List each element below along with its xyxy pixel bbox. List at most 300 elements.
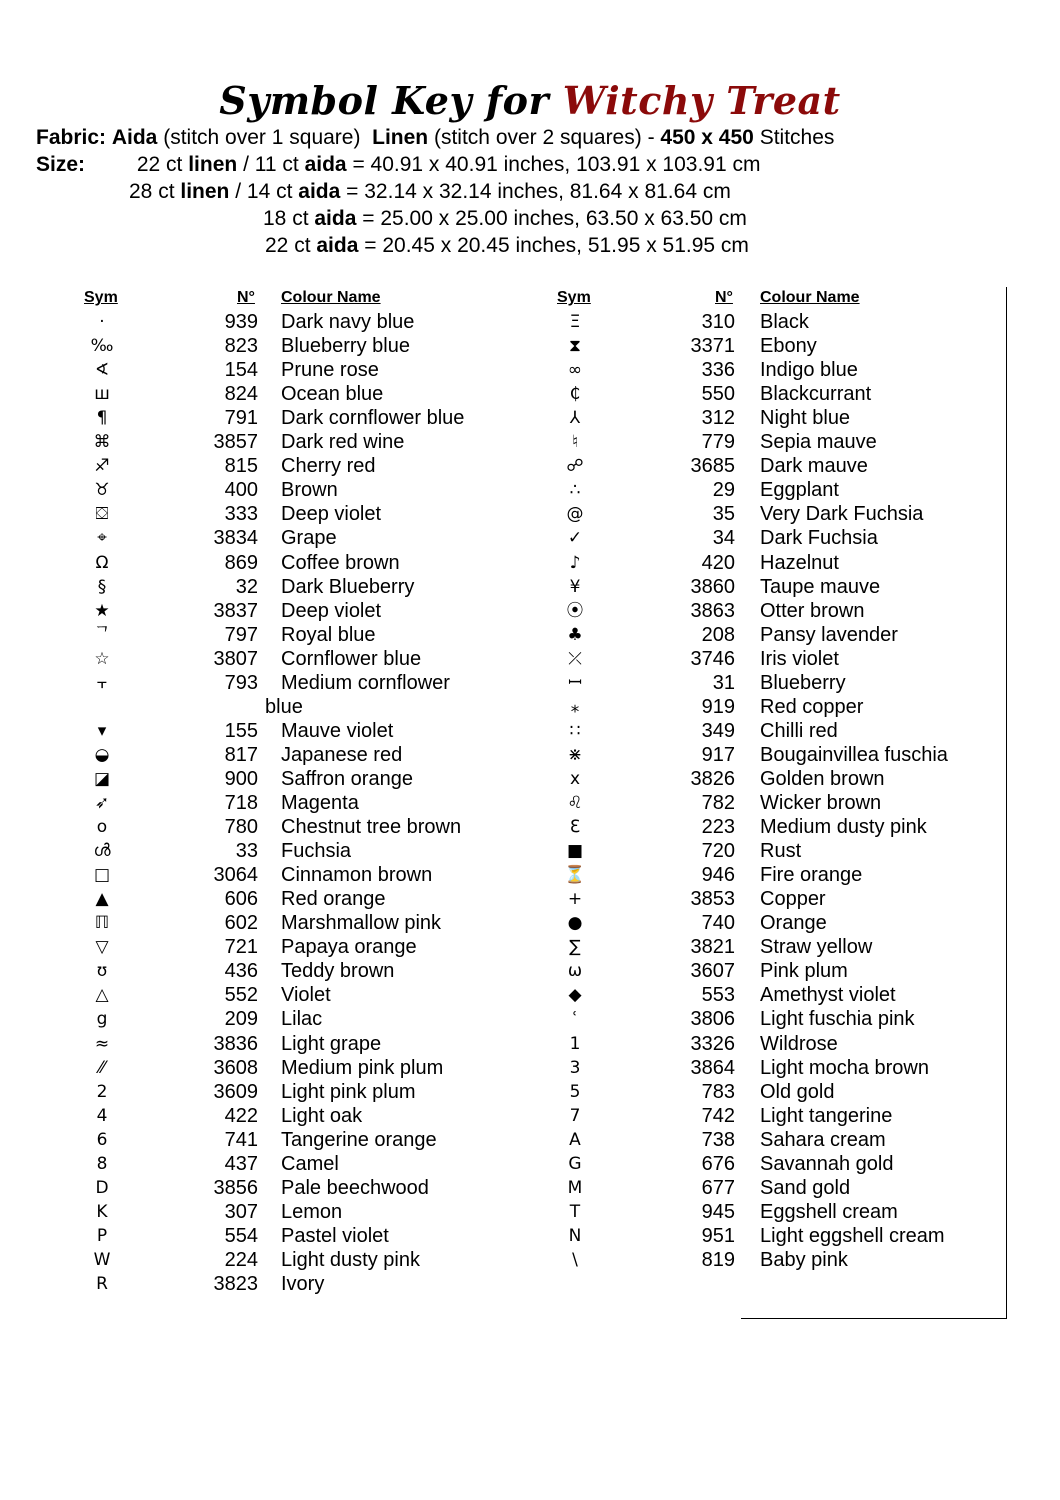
colour-number: 721 — [224, 936, 258, 959]
table-row — [0, 1128, 1000, 1152]
colour-number: 33 — [235, 840, 258, 863]
colour-number: 823 — [224, 335, 258, 358]
size-dims: = 20.45 x 20.45 inches, 51.95 x 51.95 cm — [364, 234, 749, 257]
colour-name: Black — [760, 311, 809, 333]
colour-name: Saffron orange — [281, 767, 413, 790]
symbol-glyph: ⌘ — [93, 432, 111, 453]
symbol-glyph: ☆ — [94, 648, 110, 669]
colour-number: 819 — [701, 1248, 735, 1271]
symbol-glyph: ☍ — [566, 456, 584, 477]
colour-number: 400 — [224, 479, 258, 502]
table-row — [0, 983, 1000, 1007]
colour-name: Light grape — [281, 1032, 382, 1055]
table-row — [0, 959, 1000, 983]
header-sym-left: Sym — [84, 289, 118, 306]
colour-name: Papaya orange — [281, 936, 417, 959]
symbol-glyph: ⅄ — [569, 408, 581, 429]
size-count: 18 ct — [263, 207, 309, 230]
colour-name: Taupe mauve — [760, 575, 881, 598]
table-row — [0, 575, 1000, 599]
colour-number: 553 — [701, 984, 735, 1007]
colour-name: Pansy lavender — [760, 623, 898, 646]
colour-number: 224 — [224, 1248, 258, 1271]
colour-number: 3821 — [690, 936, 735, 959]
table-row — [0, 1224, 1000, 1248]
colour-name: Iris violet — [760, 647, 839, 670]
symbol-glyph: ꟷ — [568, 672, 582, 693]
colour-name: Deep violet — [281, 599, 382, 622]
symbol-glyph: ℇ — [569, 817, 581, 838]
colour-number: 602 — [224, 912, 258, 935]
table-row — [0, 382, 1000, 406]
colour-number: 797 — [224, 623, 258, 646]
colour-name: Magenta — [281, 792, 359, 814]
table-row — [0, 334, 1000, 358]
symbol-glyph: o — [96, 817, 108, 838]
colour-name: Eggshell cream — [760, 1200, 898, 1223]
colour-name: Sepia mauve — [760, 431, 877, 454]
table-row — [0, 1176, 1000, 1200]
symbol-glyph: 7 — [569, 1105, 581, 1126]
symbol-glyph: 2 — [96, 1081, 108, 1102]
table-row — [0, 1248, 1000, 1272]
size-dims: = 32.14 x 32.14 inches, 81.64 x 81.64 cm — [346, 180, 731, 203]
colour-number: 437 — [224, 1152, 258, 1175]
colour-number: 420 — [701, 551, 735, 574]
header-sym-right: Sym — [557, 289, 591, 306]
size-aida: aida — [298, 180, 341, 203]
colour-name: Old gold — [760, 1080, 835, 1103]
size-count: 22 ct — [265, 234, 311, 257]
symbol-glyph: ⛋ — [95, 504, 109, 525]
symbol-glyph: ∞ — [567, 360, 583, 381]
symbol-glyph: ш — [94, 384, 110, 405]
symbol-glyph: P — [96, 1225, 108, 1246]
table-row — [0, 839, 1000, 863]
colour-name: Chestnut tree brown — [281, 816, 462, 839]
symbol-glyph: § — [97, 576, 107, 597]
symbol-glyph: + — [567, 889, 583, 910]
colour-name: Cornflower blue — [281, 647, 422, 670]
symbol-glyph: ∷ — [569, 720, 581, 741]
size-dims: = 25.00 x 25.00 inches, 63.50 x 63.50 cm — [362, 207, 747, 230]
symbol-glyph: ◆ — [568, 985, 582, 1006]
table-row — [0, 1152, 1000, 1176]
symbol-glyph: ▾ — [97, 720, 107, 741]
size-aida: aida — [314, 207, 357, 230]
symbol-glyph: ◪ — [93, 768, 111, 789]
symbol-glyph: ★ — [94, 600, 110, 621]
colour-name: Medium pink plum — [281, 1056, 444, 1079]
symbol-glyph: ● — [567, 913, 583, 934]
table-row — [0, 1032, 1000, 1056]
colour-number: 946 — [701, 864, 735, 887]
colour-name: Light eggshell cream — [760, 1224, 945, 1247]
colour-name: Savannah gold — [760, 1152, 894, 1175]
colour-name: Dark red wine — [281, 431, 405, 454]
table-row — [0, 647, 1000, 671]
symbol-glyph: ʊ — [96, 961, 108, 982]
size-label: Size: — [36, 153, 86, 176]
colour-number: 815 — [224, 455, 258, 478]
colour-number: 436 — [224, 960, 258, 983]
colour-number: 3807 — [213, 647, 258, 670]
fabric-linen-note: (stitch over 2 squares) - — [433, 126, 655, 149]
colour-name: Ocean blue — [281, 383, 384, 406]
colour-name: Light pink plum — [281, 1080, 416, 1103]
symbol-glyph: ⏳ — [564, 865, 586, 886]
colour-number: 3826 — [690, 767, 735, 790]
right-border-line — [1006, 287, 1007, 1319]
colour-name: Camel — [281, 1152, 339, 1175]
colour-number: 3806 — [690, 1008, 735, 1031]
symbol-glyph: ¥ — [569, 576, 581, 597]
colour-name: Pale beechwood — [281, 1176, 429, 1199]
colour-number: 919 — [701, 695, 735, 718]
symbol-glyph: ⌖ — [97, 528, 107, 549]
fabric-label: Fabric: — [36, 126, 107, 149]
colour-number: 155 — [224, 719, 258, 742]
symbol-glyph: R — [96, 1274, 108, 1294]
colour-name: Prune rose — [281, 359, 379, 382]
colour-name: Red copper — [760, 695, 864, 718]
symbol-glyph: G — [568, 1153, 582, 1174]
colour-number: 3685 — [690, 455, 735, 478]
size-mid: / 11 ct — [243, 153, 299, 176]
table-row — [0, 767, 1000, 791]
size-line-1 — [36, 153, 760, 177]
colour-name: Night blue — [760, 407, 851, 430]
colour-number: 817 — [224, 743, 258, 766]
table-row — [0, 743, 1000, 767]
colour-number: 34 — [712, 527, 735, 550]
colour-name: Light fuschia pink — [760, 1008, 915, 1031]
colour-name: Dark mauve — [760, 455, 868, 478]
symbol-glyph: ω — [567, 961, 583, 982]
colour-number: 3746 — [690, 647, 735, 670]
colour-name: Lemon — [281, 1200, 343, 1223]
colour-name: Japanese red — [281, 743, 403, 766]
colour-name: Very Dark Fuchsia — [760, 503, 924, 526]
colour-number: 869 — [224, 551, 258, 574]
symbol-glyph: ∢ — [94, 360, 110, 381]
symbol-glyph: ✓ — [567, 528, 583, 549]
table-row — [0, 1080, 1000, 1104]
colour-name: Blackcurrant — [760, 383, 872, 406]
colour-number: 3860 — [690, 575, 735, 598]
colour-number: 824 — [224, 383, 258, 406]
symbol-glyph: △ — [95, 985, 109, 1006]
table-row — [0, 1104, 1000, 1128]
colour-name: Marshmallow pink — [281, 912, 442, 935]
colour-number: 3864 — [690, 1056, 735, 1079]
colour-number: 31 — [712, 671, 735, 694]
colour-name: Ebony — [760, 335, 817, 358]
title-prefix: Symbol Key for — [219, 78, 549, 123]
colour-name: Pink plum — [760, 960, 848, 983]
header-name-right: Colour Name — [760, 289, 860, 306]
colour-name: Medium dusty pink — [760, 816, 927, 839]
colour-name: Cinnamon brown — [281, 864, 433, 887]
symbol-glyph: \ — [572, 1249, 578, 1270]
colour-number: 742 — [701, 1104, 735, 1127]
colour-number: 3834 — [213, 527, 258, 550]
colour-number: 677 — [701, 1176, 735, 1199]
symbol-glyph: ➶ — [94, 793, 110, 813]
colour-number: 939 — [224, 311, 258, 333]
symbol-glyph: 6 — [96, 1129, 108, 1150]
symbol-glyph: x — [569, 768, 581, 789]
symbol-glyph: ʿ — [572, 1009, 578, 1030]
table-row — [0, 719, 1000, 743]
colour-name: Blueberry — [760, 671, 846, 694]
colour-number: 720 — [701, 840, 735, 863]
colour-number: 945 — [701, 1200, 735, 1223]
colour-name: Light mocha brown — [760, 1056, 929, 1079]
colour-number: 550 — [701, 383, 735, 406]
colour-name: Cherry red — [281, 455, 376, 478]
colour-number: 676 — [701, 1152, 735, 1175]
symbol-glyph: 5 — [569, 1081, 581, 1102]
bottom-border-line — [741, 1318, 1007, 1319]
symbol-glyph: ¶ — [96, 408, 108, 429]
size-mid: / 14 ct — [235, 180, 293, 203]
table-row — [0, 1272, 1000, 1296]
colour-number: 32 — [235, 575, 258, 598]
table-row — [0, 791, 1000, 815]
colour-name: Tangerine orange — [281, 1128, 437, 1151]
symbol-glyph: 3 — [569, 1057, 581, 1078]
table-row — [0, 454, 1000, 478]
colour-number: 793 — [224, 671, 258, 694]
colour-name: Deep violet — [281, 503, 382, 526]
colour-number: 422 — [224, 1104, 258, 1127]
colour-number: 3823 — [213, 1273, 258, 1295]
symbol-glyph: ♉ — [94, 480, 110, 501]
colour-name: Grape — [281, 527, 337, 550]
table-row — [0, 1200, 1000, 1224]
table-row — [0, 526, 1000, 550]
symbol-glyph: ▽ — [95, 937, 109, 958]
colour-name: Violet — [281, 984, 331, 1007]
symbol-glyph: ⤫ — [568, 648, 582, 669]
symbol-glyph: Ω — [95, 552, 109, 573]
colour-number: 900 — [224, 767, 258, 790]
colour-number: 782 — [701, 792, 735, 814]
colour-number: 3856 — [213, 1176, 258, 1199]
symbol-glyph: ᄀ — [93, 624, 111, 645]
symbol-glyph: ⁄⁄ — [99, 1057, 105, 1078]
symbol-glyph: ◒ — [94, 744, 110, 765]
colour-name: Fire orange — [760, 864, 863, 887]
colour-number: 606 — [224, 888, 258, 911]
colour-number: 336 — [701, 359, 735, 382]
colour-name: Wildrose — [760, 1032, 838, 1055]
colour-number: 3863 — [690, 599, 735, 622]
colour-number: 3609 — [213, 1080, 258, 1103]
colour-number: 3064 — [213, 864, 258, 887]
symbol-glyph: ♣ — [567, 624, 583, 645]
symbol-glyph: ൾ — [93, 841, 111, 862]
colour-name: Wicker brown — [760, 792, 882, 814]
table-row — [0, 551, 1000, 575]
symbol-glyph: ≈ — [94, 1033, 110, 1054]
colour-name: Dark Blueberry — [281, 575, 415, 598]
symbol-glyph: ▲ — [95, 889, 109, 910]
table-row — [0, 430, 1000, 454]
symbol-glyph: 8 — [96, 1153, 108, 1174]
colour-number: 209 — [224, 1008, 258, 1031]
colour-name: Medium cornflower — [281, 671, 450, 694]
colour-name: Ivory — [281, 1273, 325, 1295]
colour-name: Golden brown — [760, 767, 885, 790]
table-row — [0, 1007, 1000, 1031]
symbol-glyph: · — [99, 312, 105, 332]
colour-name: Bougainvillea fuschia — [760, 743, 948, 766]
colour-number: 718 — [224, 792, 258, 814]
fabric-aida-note: (stitch over 1 square) — [163, 126, 361, 149]
colour-number: 3836 — [213, 1032, 258, 1055]
symbol-glyph: ∑ — [569, 937, 581, 958]
title-pattern-name: Witchy Treat — [562, 78, 841, 123]
colour-name: Coffee brown — [281, 551, 400, 574]
colour-name: Rust — [760, 840, 802, 863]
colour-number: 951 — [701, 1224, 735, 1247]
colour-name: Amethyst violet — [760, 984, 896, 1007]
colour-number: 154 — [224, 359, 258, 382]
fabric-line — [36, 126, 834, 150]
symbol-glyph: Ξ — [569, 312, 581, 332]
colour-name: Light dusty pink — [281, 1248, 420, 1271]
colour-name: Light tangerine — [760, 1104, 893, 1127]
colour-name: Royal blue — [281, 623, 376, 646]
colour-name: Orange — [760, 912, 827, 935]
colour-number: 3853 — [690, 888, 735, 911]
symbol-glyph: W — [93, 1249, 111, 1270]
symbol-glyph: 4 — [96, 1105, 108, 1126]
table-row — [0, 671, 1000, 695]
colour-number: 29 — [712, 479, 735, 502]
colour-name: Brown — [281, 479, 338, 502]
fabric-aida: Aida — [111, 126, 158, 149]
size-line-4 — [265, 234, 749, 258]
colour-number: 208 — [701, 623, 735, 646]
header-num-left: N° — [237, 289, 255, 306]
symbol-glyph: M — [567, 1177, 583, 1198]
table-row — [0, 815, 1000, 839]
table-row — [0, 911, 1000, 935]
symbol-glyph: ₵ — [569, 384, 581, 405]
colour-number: 307 — [224, 1200, 258, 1223]
colour-name: Lilac — [281, 1008, 323, 1031]
colour-number: 791 — [224, 407, 258, 430]
symbol-glyph: ∴ — [569, 480, 581, 501]
colour-number: 917 — [701, 743, 735, 766]
symbol-glyph: ♮ — [571, 432, 579, 453]
colour-name: Eggplant — [760, 479, 839, 502]
colour-number: 310 — [701, 311, 735, 333]
table-row — [0, 623, 1000, 647]
colour-number: 552 — [224, 984, 258, 1007]
table-row — [0, 1056, 1000, 1080]
colour-name: Teddy brown — [281, 960, 395, 983]
symbol-glyph: A — [569, 1129, 581, 1150]
table-row — [0, 358, 1000, 382]
size-linen: linen — [180, 180, 230, 203]
table-row — [0, 502, 1000, 526]
colour-name: Hazelnut — [760, 551, 839, 574]
symbol-glyph: ⋇ — [567, 744, 583, 765]
colour-name: Dark navy blue — [281, 311, 415, 333]
symbol-glyph: T — [569, 1201, 581, 1222]
colour-name: Copper — [760, 888, 826, 911]
colour-number: 223 — [701, 816, 735, 839]
table-row — [0, 310, 1000, 334]
colour-name: Dark cornflower blue — [281, 407, 465, 430]
colour-number: 3608 — [213, 1056, 258, 1079]
colour-name-wrap: blue — [265, 695, 303, 718]
colour-number: 740 — [701, 912, 735, 935]
colour-name: Straw yellow — [760, 936, 873, 959]
symbol-glyph: ‰ — [90, 336, 114, 357]
symbol-glyph: ℿ — [94, 913, 110, 934]
table-row — [0, 695, 1000, 719]
colour-number: 780 — [224, 816, 258, 839]
symbol-glyph: g — [96, 1009, 108, 1030]
colour-number: 35 — [712, 503, 735, 526]
size-aida: aida — [304, 153, 347, 176]
symbol-glyph: ⦿ — [566, 600, 584, 621]
colour-name: Red orange — [281, 888, 386, 911]
size-line-3 — [263, 207, 747, 231]
colour-number: 3607 — [690, 960, 735, 983]
symbol-glyph: ♪ — [569, 552, 581, 573]
colour-name: Otter brown — [760, 599, 865, 622]
table-row — [0, 935, 1000, 959]
size-dims: = 40.91 x 40.91 inches, 103.91 x 103.91 cm — [352, 153, 761, 176]
colour-number: 312 — [701, 407, 735, 430]
symbol-glyph: D — [95, 1177, 109, 1198]
colour-name: Indigo blue — [760, 359, 858, 382]
colour-number: 349 — [701, 719, 735, 742]
colour-name: Fuchsia — [281, 840, 352, 863]
colour-name: Mauve violet — [281, 719, 394, 742]
colour-number: 741 — [224, 1128, 258, 1151]
colour-number: 333 — [224, 503, 258, 526]
table-row — [0, 887, 1000, 911]
stitches-word: Stitches — [759, 126, 835, 149]
colour-name: Blueberry blue — [281, 335, 410, 358]
page-title — [0, 78, 1060, 123]
colour-number: 554 — [224, 1224, 258, 1247]
size-aida: aida — [316, 234, 359, 257]
table-row — [0, 863, 1000, 887]
colour-number: 779 — [701, 431, 735, 454]
header-num-right: N° — [715, 289, 733, 306]
size-line-2 — [129, 180, 731, 204]
symbol-glyph: ⁎ — [570, 696, 580, 717]
table-row — [0, 478, 1000, 502]
colour-name: Chilli red — [760, 719, 838, 742]
colour-number: 3326 — [690, 1032, 735, 1055]
symbol-glyph: @ — [566, 504, 584, 525]
symbol-glyph: ⧗ — [569, 336, 581, 357]
symbol-glyph: K — [96, 1201, 108, 1222]
symbol-glyph: ⫟ — [96, 672, 108, 693]
symbol-glyph: 1 — [569, 1033, 581, 1054]
symbol-glyph: ♌ — [567, 793, 583, 813]
symbol-glyph: ♐ — [94, 456, 110, 477]
